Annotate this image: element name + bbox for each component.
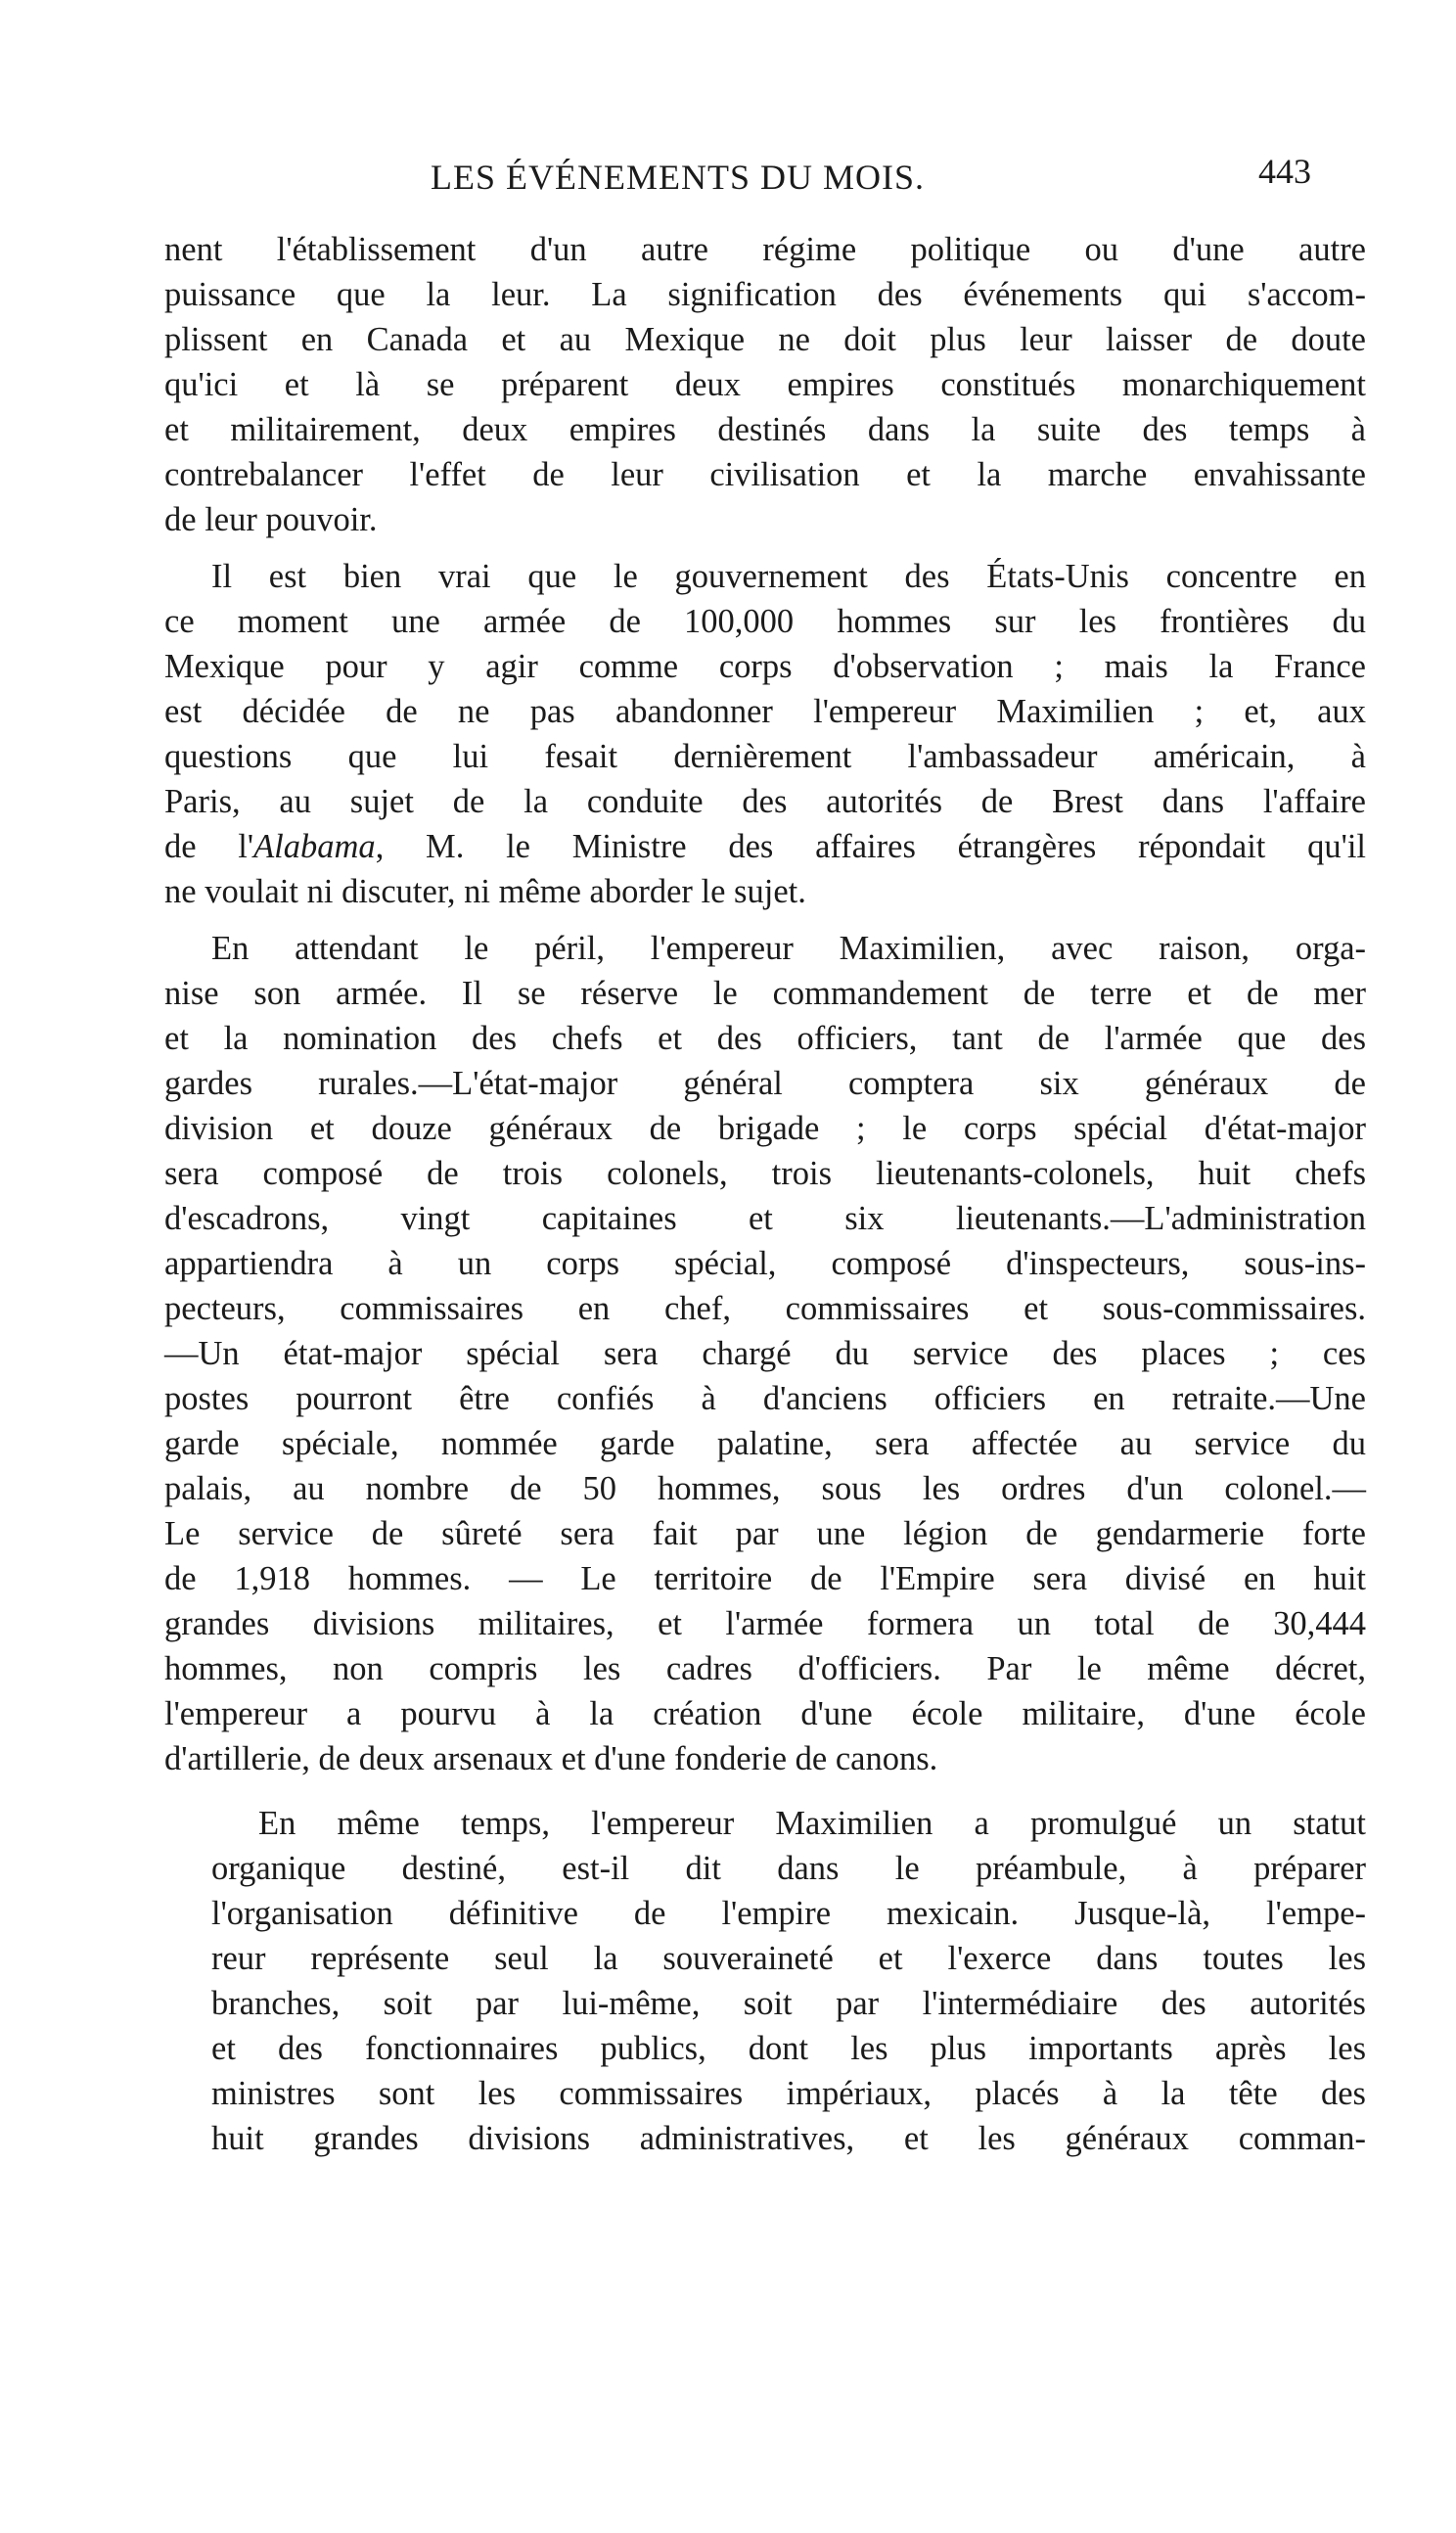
paragraph-2: [164, 554, 1366, 914]
text-line: garde spéciale, nommée garde palatine, sera affectée au service du: [164, 1425, 1366, 1462]
paragraph-3: [164, 926, 1366, 1781]
running-title: LES ÉVÉNEMENTS DU MOIS.: [431, 158, 925, 197]
text-line: ce moment une armée de 100,000 hommes sur les frontières du: [164, 603, 1366, 640]
text-line: et des fonctionnaires publics, dont les plus importants après les: [211, 2030, 1366, 2067]
text-line: branches, soit par lui-même, soit par l'intermédiaire des autorités: [211, 1985, 1366, 2022]
text-line: ne voulait ni discuter, ni même aborder le sujet.: [164, 873, 806, 910]
text-line: l'organisation définitive de l'empire mexicain. Jusque-là, l'empe-: [211, 1895, 1366, 1932]
text-line: En attendant le péril, l'empereur Maximilien, avec raison, orga-: [211, 930, 1366, 967]
text-line: En même temps, l'empereur Maximilien a promulgué un statut: [258, 1805, 1366, 1842]
text-line: [164, 824, 1366, 869]
text-line: est décidée de ne pas abandonner l'empereur Maximilien ; et, aux: [164, 693, 1366, 730]
text-line: et militairement, deux empires destinés dans la suite des temps à: [164, 411, 1366, 448]
text-line: Mexique pour y agir comme corps d'observation ; mais la France: [164, 648, 1366, 685]
text-line: grandes divisions militaires, et l'armée formera un total de 30,444: [164, 1605, 1366, 1642]
text-line: division et douze généraux de brigade ; le corps spécial d'état-major: [164, 1110, 1366, 1147]
text-line: gardes rurales.—L'état-major général comptera six généraux de: [164, 1065, 1366, 1102]
text-line: appartiendra à un corps spécial, composé d'inspecteurs, sous-ins-: [164, 1245, 1366, 1282]
text-fragment: de l': [164, 828, 254, 865]
text-line: organique destiné, est-il dit dans le préambule, à préparer: [211, 1850, 1366, 1887]
text-line: hommes, non compris les cadres d'officiers. Par le même décret,: [164, 1650, 1366, 1687]
text-line: et la nomination des chefs et des officiers, tant de l'armée que des: [164, 1020, 1366, 1057]
text-line: nise son armée. Il se réserve le commandement de terre et de mer: [164, 975, 1366, 1012]
text-line: sera composé de trois colonels, trois lieutenants-colonels, huit chefs: [164, 1155, 1366, 1192]
text-line: contrebalancer l'effet de leur civilisation et la marche envahissante: [164, 456, 1366, 493]
text-line: Paris, au sujet de la conduite des autorités de Brest dans l'affaire: [164, 783, 1366, 820]
paragraph-1: [164, 227, 1366, 542]
ship-name-italic: Alabama: [253, 828, 376, 865]
text-line: Le service de sûreté sera fait par une légion de gendarmerie forte: [164, 1515, 1366, 1552]
text-line: palais, au nombre de 50 hommes, sous les ordres d'un colonel.—: [164, 1470, 1366, 1507]
page-number: 443: [1258, 152, 1311, 191]
running-header: [157, 147, 1311, 206]
text-line: postes pourront être confiés à d'anciens officiers en retraite.—Une: [164, 1380, 1366, 1417]
text-line: d'artillerie, de deux arsenaux et d'une fonderie de canons.: [164, 1740, 938, 1777]
text-line: pecteurs, commissaires en chef, commissaires et sous-commissaires.: [164, 1290, 1366, 1327]
text-line: ministres sont les commissaires impériaux, placés à la tête des: [211, 2075, 1366, 2112]
paragraph-4: [164, 1801, 1366, 2161]
text-line: nent l'établissement d'un autre régime politique ou d'une autre: [164, 231, 1366, 268]
text-line: de 1,918 hommes. — Le territoire de l'Empire sera divisé en huit: [164, 1560, 1366, 1597]
text-line: Il est bien vrai que le gouvernement des États-Unis concentre en: [211, 558, 1366, 595]
text-line: l'empereur a pourvu à la création d'une école militaire, d'une école: [164, 1695, 1366, 1732]
text-fragment: , M. le Ministre des affaires étrangères répondait qu'il: [375, 828, 1366, 865]
body-text: [164, 227, 1366, 2161]
text-line: plissent en Canada et au Mexique ne doit plus leur laisser de doute: [164, 321, 1366, 358]
text-line: —Un état-major spécial sera chargé du service des places ; ces: [164, 1335, 1366, 1372]
text-line: qu'ici et là se préparent deux empires constitués monarchiquement: [164, 366, 1366, 403]
text-line: questions que lui fesait dernièrement l'ambassadeur américain, à: [164, 738, 1366, 775]
text-line: reur représente seul la souveraineté et l'exerce dans toutes les: [211, 1940, 1366, 1977]
text-line: puissance que la leur. La signification des événements qui s'accom-: [164, 276, 1366, 313]
text-line: de leur pouvoir.: [164, 501, 378, 538]
text-line: huit grandes divisions administratives, et les généraux comman-: [211, 2120, 1366, 2157]
text-line: d'escadrons, vingt capitaines et six lieutenants.—L'administration: [164, 1200, 1366, 1237]
